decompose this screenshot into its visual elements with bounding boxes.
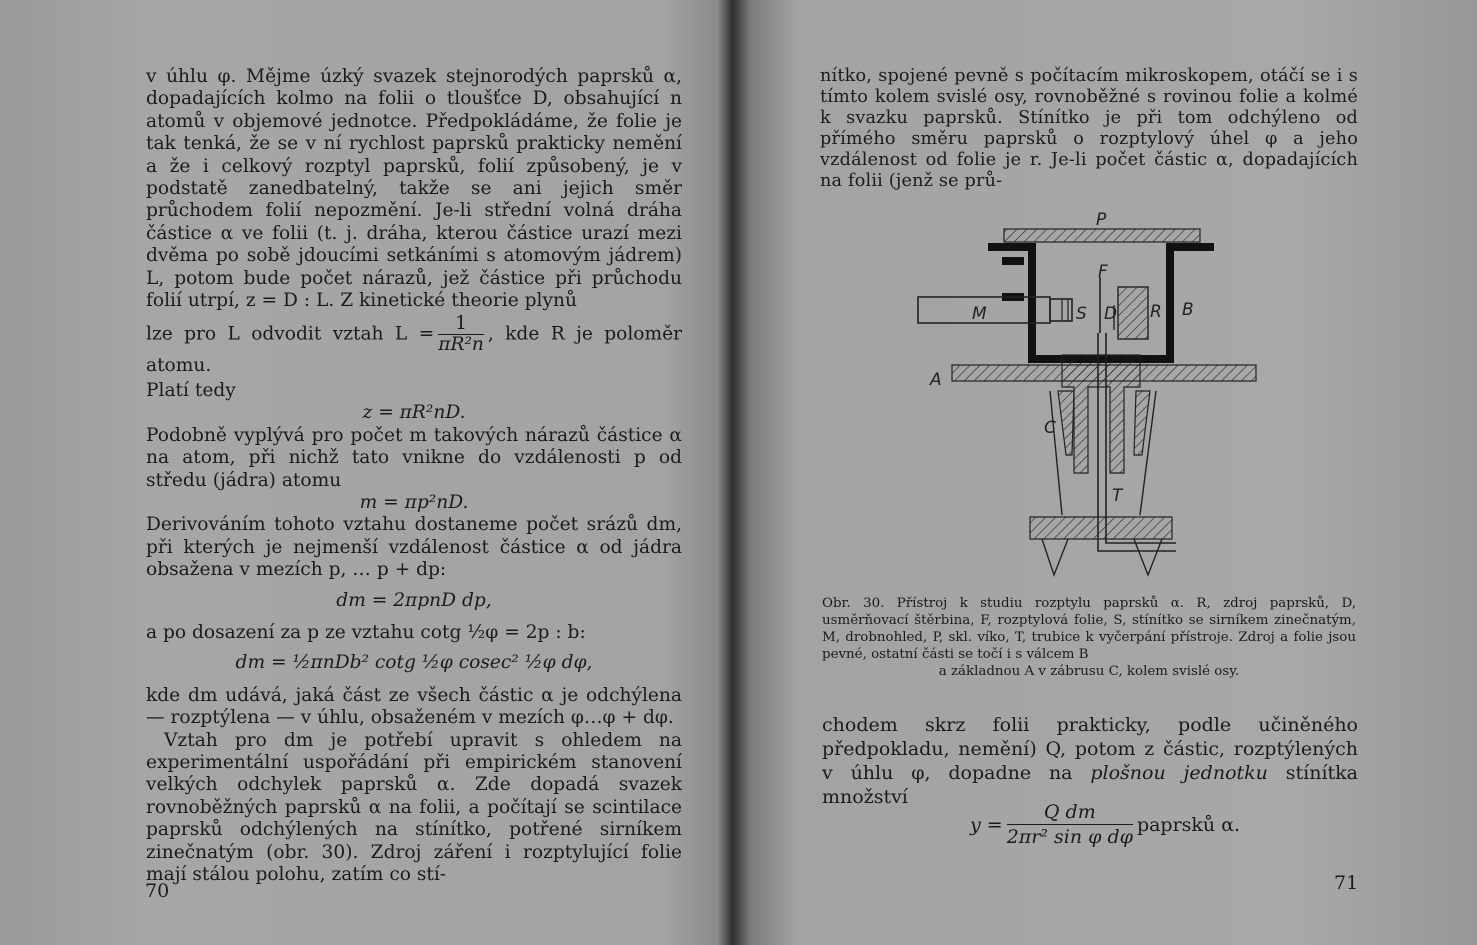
right-foot [1134,539,1162,575]
equation-z: z = πR²nD. [362,402,466,424]
left-paragraph-4: a po dosazení za p ze vztahu cotg ½φ = 2p : b: [146,621,586,643]
microscope-collar [1050,299,1072,321]
fraction-y [1007,800,1133,849]
left-page-number: 70 [145,880,170,902]
equation-y [970,800,1240,849]
label-R: R [1150,302,1162,322]
lid-hatched [1004,229,1200,242]
equation-m: m = πp²nD. [359,491,469,513]
right-page-number: 71 [1334,872,1359,894]
left-line-L [146,314,682,377]
equation-y-right: paprsků α. [1136,813,1241,836]
left-foot [1042,539,1068,575]
left-flange [1002,261,1024,297]
equation-dm-1: dm = 2πpnD dp, [336,589,492,611]
fraction-y-denominator: 2πr² sin φ dφ [1006,826,1133,848]
bottom-text-2: stínítka množství [822,762,1358,808]
caption-main: Obr. 30. Přístroj k studiu rozptylu paprsků α. R, zdroj paprsků, D, usměrňovací štěrbina, F, rozptylová folie, S, stínítko se sirníkem zinečnatým, M, drobnohled, P, skl. víko, T, trubice k vyčerpání přístroje. Zdroj a folie jsou pevné, ostatní části se točí i s válcem B [822,596,1356,662]
label-A: A [930,370,942,390]
label-T: T [1112,486,1123,506]
left-paragraph-3: Derivováním tohoto vztahu dostaneme počet srázů dm, při kterých je nejmenší vzdálenost částice α od jádra obsažena v mezích p, … p + dp: [146,514,682,581]
line-L-prefix: lze pro L odvodit vztah L = [146,323,435,345]
left-paragraph-5: kde dm udává, jaká část ze všech částic α je odchýlena — rozptýlena — v úhlu, obsaženém v mezích φ…φ + dφ. [146,684,682,729]
cone-C [1058,391,1074,455]
bottom-text-emphasis: plošnou jednotku [1090,762,1268,784]
equation-y-left: y = [970,813,1003,836]
label-F: F [1098,262,1108,282]
fraction-y-numerator: Q dm [1007,800,1133,825]
cone-C-right [1134,391,1150,455]
plati-tedy: Platí tedy [146,379,236,401]
right-paragraph-top: nítko, spojené pevně s počítacím mikroskopem, otáčí se i s tímto kolem svislé osy, rovnoběžné s rovinou folie a kolmé k svazku paprsků. Stínítko je při tom odchýleno od přímého směru paprsků o rozptylový úhel φ a jeho vzdálenost od folie je r. Je-li počet částic α, dopadajících na folii (jenž se prů- [820,66,1358,191]
left-paragraph-1: v úhlu φ. Mějme úzký svazek stejnorodých paprsků α, dopadajících kolmo na folii o tloušťce D, obsahující n atomů v objemové jednotce. Předpokládáme, že folie je tak tenká, že se v ní rychlost paprsků prakticky nemění a že i celkový rozptyl paprsků, folií způsobený, je v podstatě zanedbatelný, takže se ani jejich směr průchodem folií nepozmění. Je-li střední volná dráha částice α ve folii (t. j. dráha, kterou částice urazí mezi dvěma po sobě jdoucími setkáními s atomovým jádrem) L, potom bude počet nárazů, jež částice při průchodu folií utrpí, z = D : L. Z kinetické theorie plynů [146,66,682,312]
right-bottom-paragraph [822,713,1358,809]
source-holder-R [1118,287,1148,339]
right-paragraph-bottom [822,713,1358,809]
label-B: B [1182,300,1194,320]
fraction-L [438,314,484,355]
caption-last: a základnou A v zábrusu C, kolem svislé osy. [938,664,1240,679]
label-M: M [972,304,987,324]
fraction-L-denominator: πR²n [438,334,484,356]
left-text-block [146,66,682,886]
label-C: C [1044,418,1056,438]
equation-dm-2: dm = ½πnDb² cotg ½φ cosec² ½φ dφ, [235,652,593,674]
bottom-text-1: chodem skrz folii prakticky, podle učiněného předpokladu, nemění) Q, potom z částic, rozptýlených v úhlu φ, dopadne na [822,714,1358,784]
right-top-paragraph [820,66,1358,192]
left-paragraph-6: Vztah pro dm je potřebí upravit s ohledem na experimentální uspořádání při empirickém stanovení velkých odchylek paprsků α. Zde dopadá svazek rovnoběžných paprsků α na folii, a počítají se scintilace paprsků odchýlených na stínítko, potřené sirníkem zinečnatým (obr. 30). Zdroj záření i rozptylující folie mají stálou polohu, zatím co stí- [146,729,682,885]
fraction-L-numerator: 1 [438,314,484,335]
label-P: P [1096,210,1107,230]
bottom-plate [1030,517,1172,539]
label-D: D [1104,304,1118,324]
figure-caption [822,595,1356,680]
label-S: S [1076,304,1087,324]
apparatus-figure [912,205,1262,585]
left-paragraph-2: Podobně vyplývá pro počet m takových nárazů částice α na atom, při nichž tato vnikne do vzdálenosti p od středu (jádra) atomu [146,424,682,491]
line-L-suffix: , kde R je poloměr atomu. [146,323,682,377]
